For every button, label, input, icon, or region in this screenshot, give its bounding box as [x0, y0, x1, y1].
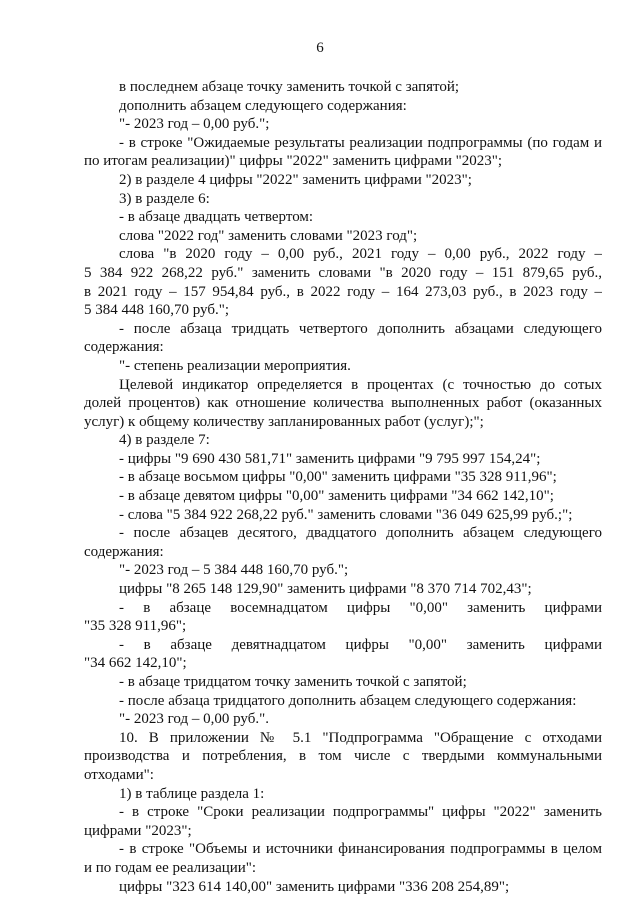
document-line: по итогам реализации)" цифры "2022" заменить цифрами "2023"; — [84, 153, 503, 170]
document-line: производства и потребления, в том числе с твердыми коммунальными — [84, 748, 602, 765]
document-line: 10. В приложении № 5.1 "Подпрограмма "Обращение с отходами — [119, 729, 602, 746]
document-body — [84, 78, 602, 896]
document-line: в 2021 году – 157 954,84 руб., в 2022 году – 164 273,03 руб., в 2023 году – — [84, 283, 602, 300]
document-line: дополнить абзацем следующего содержания: — [119, 97, 407, 114]
document-line: - цифры "9 690 430 581,71" заменить цифрами "9 795 997 154,24"; — [119, 450, 541, 467]
document-line: "35 328 911,96"; — [84, 618, 187, 635]
document-line: "- 2023 год – 0,00 руб.". — [119, 711, 269, 728]
document-line: - в абзаце девятнадцатом цифры "0,00" заменить цифрами — [119, 636, 602, 653]
document-line: - в абзаце девятом цифры "0,00" заменить цифрами "34 662 142,10"; — [119, 488, 554, 505]
document-line: - после абзаца тридцатого дополнить абзацем следующего содержания: — [119, 692, 577, 709]
document-line: 5 384 448 160,70 руб."; — [84, 302, 230, 319]
document-line: содержания: — [84, 543, 164, 560]
document-line: услуг) к общему количеству запланированных работ (услуг);"; — [84, 413, 484, 430]
document-line: "34 662 142,10"; — [84, 655, 187, 672]
document-line: 2) в разделе 4 цифры "2022" заменить цифрами "2023"; — [119, 171, 472, 188]
document-line: - в строке "Ожидаемые результаты реализации подпрограммы (по годам и — [119, 134, 602, 151]
document-line: - после абзацев десятого, двадцатого дополнить абзацем следующего — [119, 525, 602, 542]
document-line: долей процентов) как отношение количества выполненных работ (оказанных — [84, 395, 602, 412]
document-line: "- 2023 год – 0,00 руб."; — [119, 116, 270, 133]
document-line: 1) в таблице раздела 1: — [119, 785, 265, 802]
document-line: "- 2023 год – 5 384 448 160,70 руб."; — [119, 562, 349, 579]
document-line: в последнем абзаце точку заменить точкой с запятой; — [119, 79, 460, 95]
document-line: содержания: — [84, 339, 164, 356]
document-line: отходами": — [84, 766, 154, 783]
document-line: - в абзаце восьмом цифры "0,00" заменить цифрами "35 328 911,96"; — [119, 469, 557, 486]
document-line: - в абзаце восемнадцатом цифры "0,00" заменить цифрами — [119, 599, 602, 616]
document-line: - в строке "Объемы и источники финансирования подпрограммы в целом — [119, 841, 602, 858]
document-line: цифрами "2023"; — [84, 822, 192, 839]
document-line: - в строке "Сроки реализации подпрограммы" цифры "2022" заменить — [119, 804, 602, 821]
document-line: цифры "323 614 140,00" заменить цифрами "336 208 254,89"; — [119, 878, 510, 895]
document-line: и по годам ее реализации": — [84, 859, 257, 876]
document-line: - в абзаце тридцатом точку заменить точкой с запятой; — [119, 674, 467, 690]
document-line: 3) в разделе 6: — [119, 190, 210, 207]
document-line: - в абзаце двадцать четвертом: — [119, 209, 314, 226]
document-line: "- степень реализации мероприятия. — [119, 357, 351, 374]
document-line: Целевой индикатор определяется в процентах (с точностью до сотых — [119, 376, 602, 393]
page-number: 6 — [316, 40, 324, 56]
document-line: - слова "5 384 922 268,22 руб." заменить словами "36 049 625,99 руб.;"; — [119, 506, 573, 523]
document-line: слова "2022 год" заменить словами "2023 год"; — [119, 227, 418, 244]
document-line: 5 384 922 268,22 руб." заменить словами "в 2020 году – 151 879,65 руб., — [84, 264, 602, 281]
document-line: слова "в 2020 году – 0,00 руб., 2021 году – 0,00 руб., 2022 году – — [119, 246, 602, 263]
document-line: - после абзаца тридцать четвертого дополнить абзацами следующего — [119, 320, 602, 337]
document-line: цифры "8 265 148 129,90" заменить цифрами "8 370 714 702,43"; — [119, 581, 532, 598]
document-line: 4) в разделе 7: — [119, 432, 210, 449]
